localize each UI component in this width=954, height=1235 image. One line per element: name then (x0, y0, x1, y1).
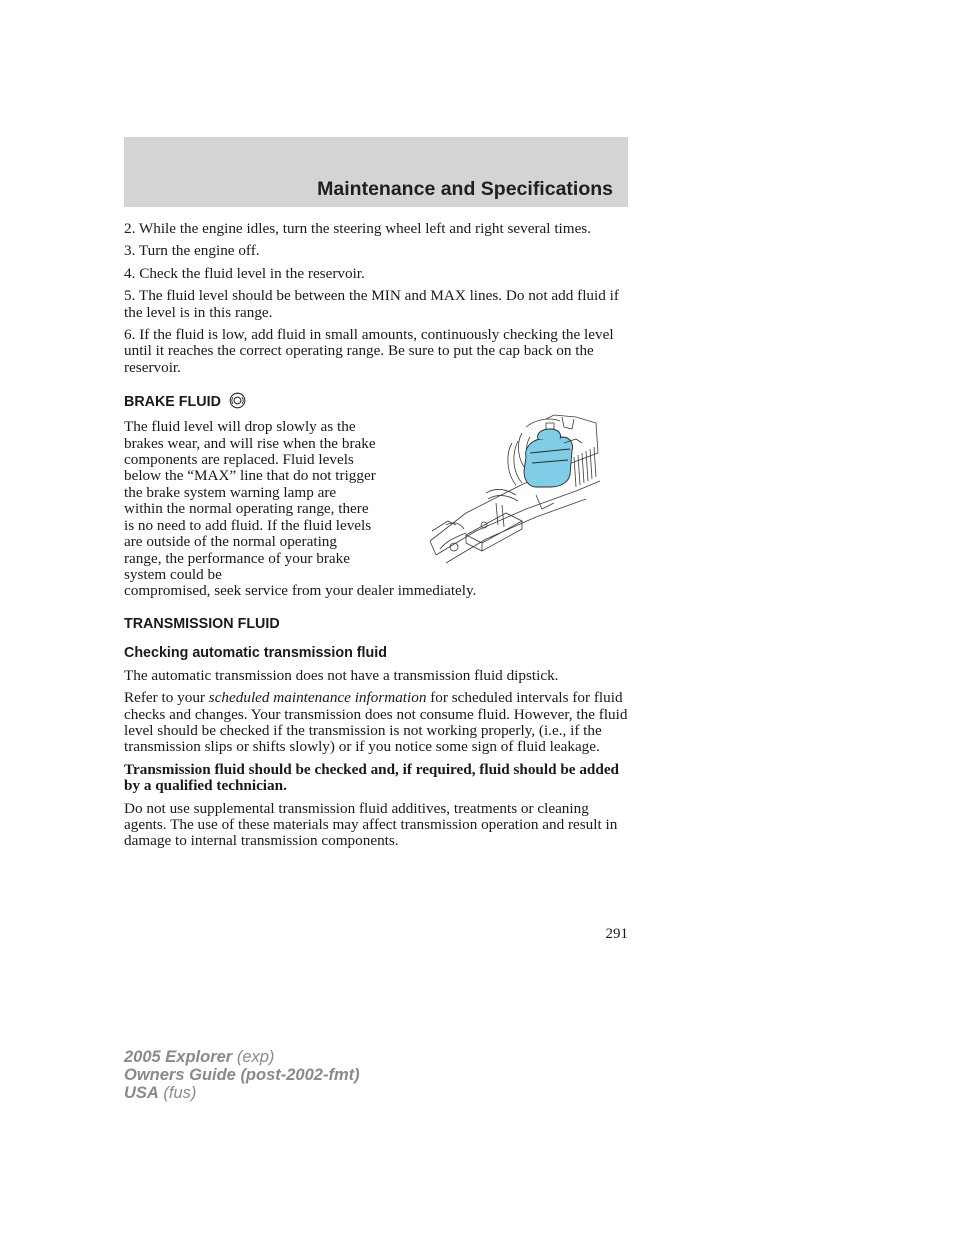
step-5: 5. The fluid level should be between the MIN and MAX lines. Do not add fluid if the level is in this range. (124, 287, 619, 321)
footer-line-2 (124, 1066, 360, 1084)
transmission-fluid-heading: TRANSMISSION FLUID (124, 615, 280, 632)
brake-fluid-icon (229, 392, 246, 409)
footer-model-code: (exp) (232, 1048, 275, 1066)
transmission-warning-note: Transmission fluid should be checked and, if required, fluid should be added by a qualified technician. (124, 760, 620, 795)
document-footer (124, 1048, 360, 1102)
scheduled-maintenance-reference: scheduled maintenance information (208, 689, 427, 707)
page-number: 291 (605, 926, 628, 942)
step-3: 3. Turn the engine off. (124, 242, 260, 260)
step-2: 2. While the engine idles, turn the steering wheel left and right several times. (124, 220, 592, 237)
brake-fluid-paragraph-tail: compromised, seek service from your dealer immediately. (124, 582, 477, 600)
brake-reservoir-illustration (426, 413, 602, 575)
footer-line-1 (124, 1048, 360, 1066)
footer-line-3 (124, 1084, 360, 1102)
transmission-paragraph-1: The automatic transmission does not have a transmission fluid dipstick. (124, 666, 559, 684)
footer-market: USA (124, 1084, 159, 1102)
header-band (124, 137, 628, 207)
transmission-paragraph-2-end: for scheduled intervals for fluid checks and changes. Your transmission does not consume fluid. However, the fluid level should be checked if the transmission is not working properly, (i.e., if the transmission slips or shifts slowly) or if you notice some sign of fluid leakage. (124, 689, 628, 756)
step-6: 6. If the fluid is low, add fluid in small amounts, continuously checking the level until it reaches the correct operating range. Be sure to put the cap back on the reservoir. (124, 326, 614, 376)
checking-transmission-subheading: Checking automatic transmission fluid (124, 644, 387, 661)
footer-guide: Owners Guide (post-2002-fmt) (124, 1066, 360, 1084)
transmission-paragraph-2 (124, 690, 628, 756)
brake-fluid-section (124, 419, 628, 599)
brake-fluid-heading-text: BRAKE FLUID (124, 394, 221, 411)
footer-model: 2005 Explorer (124, 1048, 233, 1066)
brake-fluid-paragraph-wrapped: The fluid level will drop slowly as the brakes wear, and will rise when the brake components are replaced. Fluid levels below the “MAX” line that do not trigger the brake system warning lamp are within the normal operating range, there is no need to add fluid. If the fluid levels are outside of the normal operating range, the performance of your brake system could be (124, 418, 376, 583)
brake-fluid-heading (124, 392, 628, 411)
brake-reservoir (524, 429, 573, 487)
footer-market-code: (fus) (158, 1084, 197, 1102)
transmission-paragraph-2-start: Refer to your (124, 689, 209, 707)
step-4: 4. Check the fluid level in the reservoir. (124, 264, 365, 282)
page-content (124, 221, 628, 856)
page-title: Maintenance and Specifications (317, 178, 613, 200)
transmission-paragraph-3: Do not use supplemental transmission fluid additives, treatments or cleaning agents. The use of these materials may affect transmission operation and result in damage to internal transmission components. (124, 799, 618, 850)
